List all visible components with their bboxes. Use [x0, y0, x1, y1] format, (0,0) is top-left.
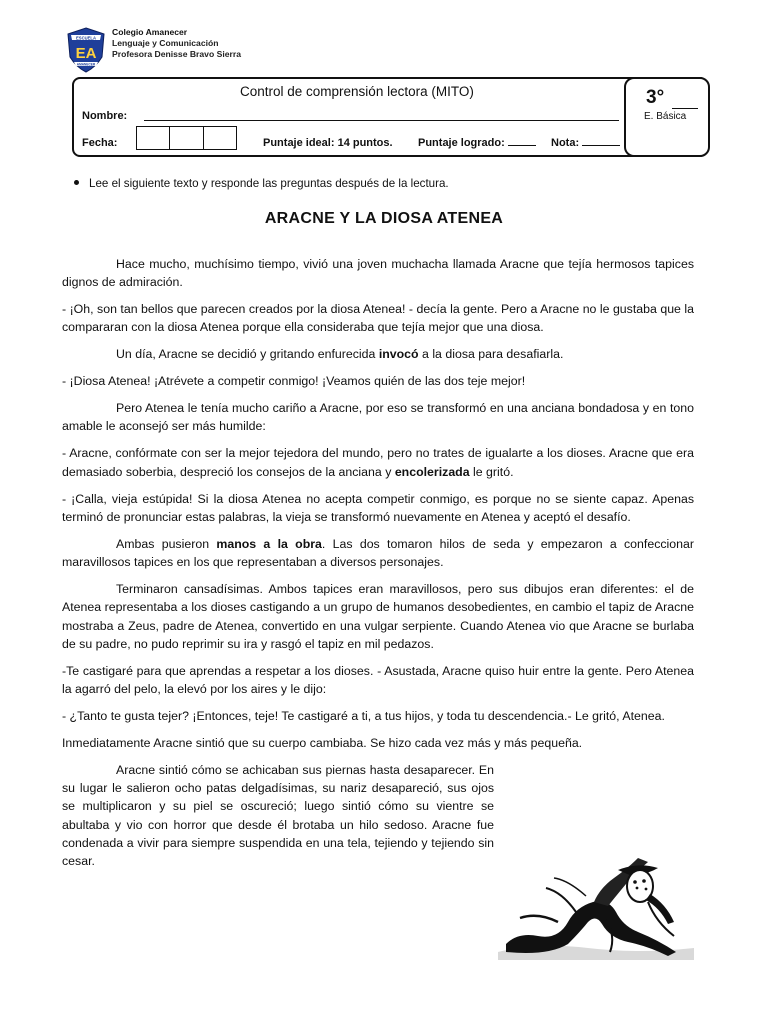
bold-word: manos a la obra — [216, 536, 322, 551]
paragraph: - ¡Calla, vieja estúpida! Si la diosa Atenea no acepta competir conmigo, es porque no se siente capaz. Apenas terminó de pronunciar estas palabras, la vieja se transformó nuevamente en Atenea y aceptó el desafío. — [62, 491, 694, 524]
paragraph: - ¿Tanto te gusta tejer? ¡Entonces, teje! Te castigaré a ti, a tus hijos, y toda tu descendencia.- Le gritó, Atenea. — [62, 708, 665, 723]
paragraph — [62, 535, 694, 572]
paragraph-text: - Aracne, confórmate con ser la mejor tejedora del mundo, pero no trates de igualarte a los dioses. Aracne que era demasiado soberbia, despreció los consejos de la anciana y — [62, 446, 694, 479]
school-header — [112, 27, 241, 60]
paragraph: Inmediatamente Aracne sintió que su cuerpo cambiaba. Se hizo cada vez más y más pequeña. — [62, 735, 583, 750]
paragraph — [62, 345, 694, 363]
level-label: E. Básica — [644, 111, 687, 122]
teacher-name: Profesora Denisse Bravo Sierra — [112, 49, 241, 59]
grade-level: 3° — [646, 87, 665, 108]
story-body — [62, 255, 694, 879]
score-obtained-field[interactable] — [508, 145, 536, 146]
date-field[interactable] — [136, 126, 237, 150]
paragraph-text: a la diosa para desafiarla. — [418, 347, 564, 362]
bold-word: invocó — [378, 347, 419, 362]
score-obtained — [418, 137, 536, 149]
paragraph-text: . Las dos tomaron hilos de seda y empezaron a confeccionar maravillosos tapices en los que representaban a diversos personajes. — [62, 536, 694, 570]
paragraph: - ¡Oh, son tan bellos que parecen creados por la diosa Atenea! - decía la gente. Pero a Aracne no le gustaba que la compararan con la diosa Atenea porque ella consideraba que tejía mejor que una diosa. — [62, 302, 694, 335]
paragraph: -Te castigaré para que aprendas a respetar a los dioses. - Asustada, Aracne quiso huir entre la gente. Pero Atenea la agarró del pelo, la elevó por los aires y le dijo: — [62, 663, 694, 696]
school-name: Colegio Amanecer — [112, 27, 188, 37]
story-title: ARACNE Y LA DIOSA ATENEA — [264, 210, 504, 227]
svg-text:AMANECER: AMANECER — [76, 62, 96, 67]
paragraph-text: Ambas pusieron — [116, 536, 217, 551]
bullet-icon — [74, 180, 79, 185]
grade — [551, 137, 620, 149]
paragraph: Hace mucho, muchísimo tiempo, vivió una joven muchacha llamada Aracne que tejía hermosos tapices dignos de admiración. — [62, 257, 694, 290]
paragraph: - ¡Diosa Atenea! ¡Atrévete a competir conmigo! ¡Veamos quién de las dos teje mejor! — [62, 374, 526, 389]
paragraph-text: Un día, Aracne se decidió y gritando enfurecida — [116, 347, 379, 362]
svg-text:ESCUELA: ESCUELA — [75, 35, 97, 41]
grade-field[interactable] — [582, 145, 620, 146]
subject-name: Lenguaje y Comunicación — [112, 38, 219, 48]
paragraph: Terminaron cansadísimas. Ambos tapices eran maravillosos, pero sus dibujos eran diferentes: el de Atenea representaba a los dioses castigando a un grupo de humanos desobedientes, en cambio el tapiz de Aracne mostraba a Zeus, padre de Atenea, convertido en una vulgar serpiente. Cuando Atenea vio que Aracne se burlaba de su padre, no pudo reprimir su ira y rasgó el tapiz en mil pedazos. — [62, 581, 694, 651]
school-logo — [66, 27, 106, 73]
score-obtained-label: Puntaje logrado: — [418, 137, 505, 149]
paragraph — [62, 444, 694, 481]
score-ideal: Puntaje ideal: 14 puntos. — [263, 137, 393, 149]
bold-word: encolerizada — [394, 464, 470, 479]
paragraph: Aracne sintió cómo se achicaban sus piernas hasta desaparecer. En su lugar le salieron ocho patas delgadísimas, su nariz desapareció, sus ojos se multiplicaron y su piel se oscureció; luego sintió cómo su vientre se abultaba y vio con horror que desde él brotaba un hilo sedoso. Aracne fue condenada a vivir para siempre suspendida en una tela, tejiendo y tejiendo sin cesar. — [62, 762, 494, 869]
name-field[interactable] — [144, 120, 619, 121]
test-title: Control de comprensión lectora (MITO) — [240, 84, 474, 99]
paragraph-text: le gritó. — [469, 464, 514, 479]
grade-level-box — [624, 77, 710, 157]
paragraph: Pero Atenea le tenía mucho cariño a Aracne, por eso se transformó en una anciana bondadosa y en tono amable le aconsejó ser más humilde: — [62, 401, 694, 434]
aracne-illustration — [498, 852, 694, 960]
svg-text:EA: EA — [75, 45, 97, 62]
instruction-text: Lee el siguiente texto y responde las preguntas después de la lectura. — [89, 177, 449, 190]
name-label: Nombre: — [82, 110, 128, 122]
date-label: Fecha: — [82, 137, 118, 149]
instruction — [74, 177, 449, 190]
grade-level-blank[interactable] — [672, 108, 698, 109]
grade-label: Nota: — [551, 137, 580, 149]
